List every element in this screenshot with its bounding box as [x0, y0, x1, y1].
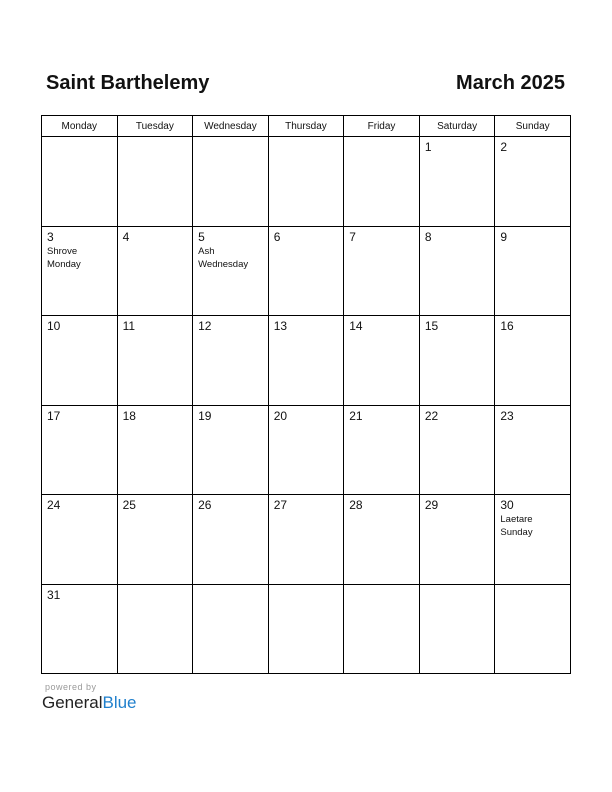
day-number: 7: [349, 229, 356, 244]
calendar-day-cell: [42, 226, 118, 316]
day-cell-content: [269, 227, 344, 247]
calendar-body: [42, 137, 571, 674]
calendar-day-cell: [193, 495, 269, 585]
calendar-day-cell: [495, 316, 571, 406]
day-number: 4: [122, 229, 130, 244]
day-number: 23: [500, 408, 514, 423]
weekday-wednesday: Wednesday: [193, 116, 269, 137]
calendar-day-cell: [344, 495, 420, 585]
day-cell-content: [344, 137, 419, 141]
day-number: 22: [424, 408, 439, 423]
day-number: 26: [198, 498, 212, 512]
calendar-day-cell: [193, 316, 269, 406]
calendar-day-cell: [42, 137, 118, 227]
day-cell-content: [269, 316, 344, 336]
calendar-day-cell: [193, 584, 269, 674]
calendar-region-title: Saint Barthelemy: [46, 72, 210, 94]
calendar-day-cell: [268, 405, 344, 495]
day-number: 31: [47, 587, 61, 602]
calendar-day-cell: [42, 584, 118, 674]
calendar-day-cell: [495, 584, 571, 674]
brand-general: General: [42, 693, 103, 712]
day-number: 20: [273, 408, 288, 423]
day-number: 21: [349, 408, 363, 423]
day-cell-content: [42, 227, 117, 273]
holiday-label: Ash Wednesday: [198, 245, 249, 270]
day-number: 17: [47, 408, 61, 423]
powered-by-text: powered by: [45, 682, 97, 692]
weekday-tuesday: Tuesday: [117, 116, 193, 137]
calendar-day-cell: [42, 405, 118, 495]
day-cell-content: [118, 406, 193, 426]
day-number: 6: [273, 229, 281, 244]
day-cell-content: [495, 227, 570, 247]
day-cell-content: [420, 406, 495, 426]
day-number: 30: [500, 498, 514, 512]
calendar-day-cell: [117, 405, 193, 495]
day-cell-content: [420, 227, 495, 247]
weekday-saturday: Saturday: [419, 116, 495, 137]
day-cell-content: [269, 495, 344, 515]
calendar-day-cell: [344, 226, 420, 316]
day-cell-content: [269, 137, 344, 141]
calendar-day-cell: [419, 137, 495, 227]
calendar-day-cell: [42, 316, 118, 406]
day-cell-content: [42, 137, 117, 141]
day-number: 28: [349, 498, 363, 512]
day-number: 2: [500, 140, 508, 154]
calendar-month-title: March 2025: [456, 72, 565, 94]
calendar-grid: [41, 115, 571, 674]
generalblue-logo[interactable]: [42, 693, 137, 713]
day-cell-content: [42, 406, 117, 426]
calendar-day-cell: [419, 226, 495, 316]
day-cell-content: [495, 495, 570, 541]
calendar-day-cell: [193, 226, 269, 316]
day-cell-content: [193, 227, 268, 273]
day-cell-content: [42, 316, 117, 336]
calendar-day-cell: [193, 137, 269, 227]
calendar-day-cell: [117, 495, 193, 585]
day-cell-content: [420, 316, 495, 336]
day-cell-content: [118, 585, 193, 589]
calendar-week-row: [42, 316, 571, 406]
calendar-day-cell: [495, 226, 571, 316]
day-number: 25: [122, 498, 136, 512]
calendar-day-cell: [117, 316, 193, 406]
day-number: 18: [122, 408, 136, 423]
weekday-friday: Friday: [344, 116, 420, 137]
brand-blue: Blue: [102, 693, 137, 712]
day-cell-content: [420, 585, 495, 589]
calendar-day-cell: [268, 584, 344, 674]
day-cell-content: [420, 137, 495, 157]
calendar-day-cell: [344, 137, 420, 227]
calendar-day-cell: [268, 316, 344, 406]
day-cell-content: [344, 495, 419, 515]
calendar-day-cell: [344, 405, 420, 495]
calendar-day-cell: [419, 495, 495, 585]
calendar-day-cell: [344, 316, 420, 406]
day-number: 24: [47, 498, 61, 512]
calendar-day-cell: [42, 495, 118, 585]
day-number: 19: [198, 408, 212, 423]
day-number: 1: [424, 140, 432, 154]
day-cell-content: [495, 316, 570, 336]
day-number: 3: [47, 229, 54, 244]
day-number: 8: [424, 229, 432, 244]
day-cell-content: [269, 585, 344, 589]
day-number: 13: [273, 319, 288, 333]
day-cell-content: [118, 316, 193, 336]
day-cell-content: [42, 495, 117, 515]
calendar-day-cell: [193, 405, 269, 495]
weekday-thursday: Thursday: [268, 116, 344, 137]
day-number: 12: [198, 319, 212, 333]
day-number: 10: [47, 319, 61, 333]
calendar-day-cell: [268, 137, 344, 227]
day-cell-content: [193, 406, 268, 426]
day-cell-content: [193, 495, 268, 515]
holiday-label: Laetare Sunday: [500, 514, 533, 538]
calendar-day-cell: [117, 584, 193, 674]
calendar-day-cell: [344, 584, 420, 674]
day-number: 27: [273, 498, 288, 512]
day-number: 9: [500, 229, 508, 244]
holiday-label: Shrove Monday: [47, 245, 81, 270]
day-number: 29: [424, 498, 439, 512]
weekday-header-row: [42, 116, 571, 137]
calendar-day-cell: [495, 495, 571, 585]
calendar-week-row: [42, 137, 571, 227]
calendar-day-cell: [268, 495, 344, 585]
weekday-sunday: Sunday: [495, 116, 571, 137]
day-cell-content: [344, 585, 419, 589]
day-cell-content: [118, 495, 193, 515]
day-cell-content: [495, 137, 570, 157]
day-cell-content: [495, 585, 570, 589]
calendar-day-cell: [268, 226, 344, 316]
day-cell-content: [118, 227, 193, 247]
day-cell-content: [495, 406, 570, 426]
day-cell-content: [420, 495, 495, 515]
calendar-week-row: [42, 584, 571, 674]
day-cell-content: [193, 316, 268, 336]
calendar-day-cell: [419, 584, 495, 674]
day-number: 14: [349, 319, 363, 333]
day-number: 11: [122, 319, 136, 333]
calendar-day-cell: [419, 405, 495, 495]
weekday-monday: Monday: [42, 116, 118, 137]
day-cell-content: [344, 227, 419, 247]
calendar-day-cell: [419, 316, 495, 406]
day-cell-content: [344, 316, 419, 336]
day-cell-content: [193, 585, 268, 589]
calendar-week-row: [42, 405, 571, 495]
calendar-week-row: [42, 226, 571, 316]
calendar-day-cell: [495, 405, 571, 495]
day-cell-content: [42, 585, 117, 605]
day-number: 5: [198, 229, 205, 244]
day-cell-content: [269, 406, 344, 426]
day-cell-content: [193, 137, 268, 141]
day-cell-content: [344, 406, 419, 426]
day-number: 16: [500, 319, 514, 333]
calendar-day-cell: [117, 137, 193, 227]
day-cell-content: [118, 137, 193, 141]
day-number: 15: [424, 319, 439, 333]
calendar-day-cell: [117, 226, 193, 316]
calendar-day-cell: [495, 137, 571, 227]
calendar-week-row: [42, 495, 571, 585]
